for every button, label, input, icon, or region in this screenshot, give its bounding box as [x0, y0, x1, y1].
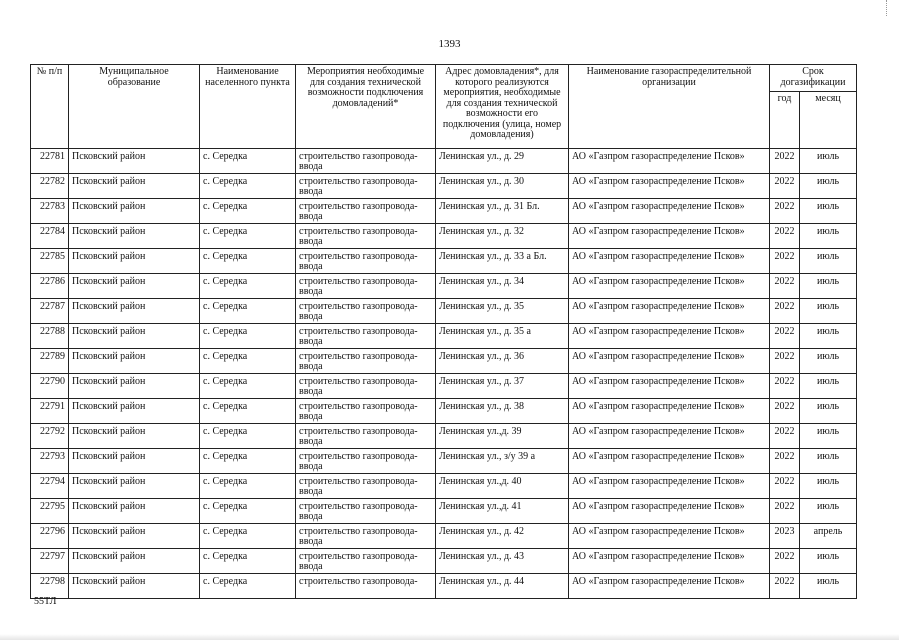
cell-activity: строительство газопровода-ввода: [296, 449, 436, 474]
table-row: [31, 199, 857, 224]
cell-month: июль: [800, 424, 857, 449]
cell-organization: АО «Газпром газораспределение Псков»: [569, 224, 770, 249]
cell-row-number: 22793: [31, 449, 69, 474]
cell-row-number: 22789: [31, 349, 69, 374]
cell-address: Ленинская ул.,д. 40: [436, 474, 569, 499]
cell-municipality: Псковский район: [69, 524, 200, 549]
cell-activity: строительство газопровода-ввода: [296, 324, 436, 349]
table-row: [31, 399, 857, 424]
cell-row-number: 22785: [31, 249, 69, 274]
cell-year: 2022: [770, 449, 800, 474]
cell-address: Ленинская ул., д. 42: [436, 524, 569, 549]
table-row: [31, 324, 857, 349]
table-row: [31, 424, 857, 449]
header-settlement: Наименование населенного пункта: [200, 65, 296, 149]
cell-activity: строительство газопровода-ввода: [296, 524, 436, 549]
cell-municipality: Псковский район: [69, 174, 200, 199]
cell-activity: строительство газопровода-ввода: [296, 224, 436, 249]
cell-month: июль: [800, 324, 857, 349]
cell-municipality: Псковский район: [69, 274, 200, 299]
header-municipality: Муниципальное образование: [69, 65, 200, 149]
cell-address: Ленинская ул.,д. 39: [436, 424, 569, 449]
cell-address: Ленинская ул., д. 44: [436, 574, 569, 599]
cell-address: Ленинская ул., д. 29: [436, 149, 569, 174]
cell-settlement: с. Середка: [200, 149, 296, 174]
cell-settlement: с. Середка: [200, 449, 296, 474]
cell-settlement: с. Середка: [200, 299, 296, 324]
cell-row-number: 22794: [31, 474, 69, 499]
cell-address: Ленинская ул., д. 35: [436, 299, 569, 324]
cell-organization: АО «Газпром газораспределение Псков»: [569, 499, 770, 524]
cell-address: Ленинская ул., д. 34: [436, 274, 569, 299]
cell-row-number: 22798: [31, 574, 69, 599]
cell-month: июль: [800, 549, 857, 574]
cell-settlement: с. Середка: [200, 249, 296, 274]
cell-organization: АО «Газпром газораспределение Псков»: [569, 324, 770, 349]
cell-month: июль: [800, 274, 857, 299]
cell-municipality: Псковский район: [69, 199, 200, 224]
cell-settlement: с. Середка: [200, 574, 296, 599]
cell-activity: строительство газопровода-ввода: [296, 549, 436, 574]
cell-organization: АО «Газпром газораспределение Псков»: [569, 199, 770, 224]
cell-organization: АО «Газпром газораспределение Псков»: [569, 524, 770, 549]
cell-organization: АО «Газпром газораспределение Псков»: [569, 299, 770, 324]
cell-settlement: с. Середка: [200, 174, 296, 199]
cell-year: 2022: [770, 474, 800, 499]
cell-organization: АО «Газпром газораспределение Псков»: [569, 174, 770, 199]
scan-corner-mark: [886, 0, 897, 16]
cell-row-number: 22788: [31, 324, 69, 349]
cell-month: июль: [800, 474, 857, 499]
cell-municipality: Псковский район: [69, 374, 200, 399]
cell-municipality: Псковский район: [69, 224, 200, 249]
cell-row-number: 22790: [31, 374, 69, 399]
cell-month: июль: [800, 574, 857, 599]
header-year: год: [770, 92, 800, 149]
cell-month: июль: [800, 399, 857, 424]
cell-settlement: с. Середка: [200, 374, 296, 399]
cell-activity: строительство газопровода-ввода: [296, 399, 436, 424]
cell-organization: АО «Газпром газораспределение Псков»: [569, 549, 770, 574]
cell-month: июль: [800, 224, 857, 249]
cell-year: 2022: [770, 374, 800, 399]
header-organization: Наименование газораспределительной организации: [569, 65, 770, 149]
cell-year: 2022: [770, 299, 800, 324]
cell-settlement: с. Середка: [200, 524, 296, 549]
cell-municipality: Псковский район: [69, 399, 200, 424]
cell-municipality: Псковский район: [69, 549, 200, 574]
cell-month: июль: [800, 174, 857, 199]
table-row: [31, 224, 857, 249]
cell-address: Ленинская ул., д. 36: [436, 349, 569, 374]
cell-row-number: 22791: [31, 399, 69, 424]
cell-organization: АО «Газпром газораспределение Псков»: [569, 424, 770, 449]
header-month: месяц: [800, 92, 857, 149]
cell-municipality: Псковский район: [69, 449, 200, 474]
table-header: [31, 65, 857, 149]
cell-settlement: с. Середка: [200, 499, 296, 524]
cell-settlement: с. Середка: [200, 399, 296, 424]
cell-year: 2022: [770, 399, 800, 424]
cell-year: 2022: [770, 349, 800, 374]
cell-year: 2022: [770, 499, 800, 524]
table-row: [31, 174, 857, 199]
cell-organization: АО «Газпром газораспределение Псков»: [569, 449, 770, 474]
cell-municipality: Псковский район: [69, 499, 200, 524]
cell-address: Ленинская ул.,д. 41: [436, 499, 569, 524]
cell-address: Ленинская ул., д. 38: [436, 399, 569, 424]
cell-month: июль: [800, 149, 857, 174]
cell-activity: строительство газопровода-ввода: [296, 474, 436, 499]
cell-address: Ленинская ул., д. 33 а Бл.: [436, 249, 569, 274]
cell-year: 2022: [770, 549, 800, 574]
cell-year: 2023: [770, 524, 800, 549]
table-row: [31, 374, 857, 399]
header-term: Срок догазификации: [770, 65, 857, 92]
cell-organization: АО «Газпром газораспределение Псков»: [569, 149, 770, 174]
cell-year: 2022: [770, 274, 800, 299]
cell-month: июль: [800, 449, 857, 474]
cell-row-number: 22782: [31, 174, 69, 199]
cell-settlement: с. Середка: [200, 549, 296, 574]
cell-organization: АО «Газпром газораспределение Псков»: [569, 249, 770, 274]
table-row: [31, 449, 857, 474]
gasification-table: [30, 64, 857, 599]
table-row: [31, 249, 857, 274]
cell-municipality: Псковский район: [69, 149, 200, 174]
cell-month: июль: [800, 374, 857, 399]
cell-organization: АО «Газпром газораспределение Псков»: [569, 274, 770, 299]
header-num: № п/п: [31, 65, 69, 149]
cell-settlement: с. Середка: [200, 224, 296, 249]
cell-organization: АО «Газпром газораспределение Псков»: [569, 374, 770, 399]
cell-activity: строительство газопровода-: [296, 574, 436, 599]
cell-row-number: 22784: [31, 224, 69, 249]
cell-year: 2022: [770, 249, 800, 274]
cell-activity: строительство газопровода-ввода: [296, 299, 436, 324]
cell-address: Ленинская ул., д. 31 Бл.: [436, 199, 569, 224]
cell-activity: строительство газопровода-ввода: [296, 424, 436, 449]
page-number: 1393: [438, 38, 461, 50]
cell-row-number: 22797: [31, 549, 69, 574]
cell-municipality: Псковский район: [69, 249, 200, 274]
table-row: [31, 474, 857, 499]
cell-organization: АО «Газпром газораспределение Псков»: [569, 574, 770, 599]
cell-month: апрель: [800, 524, 857, 549]
cell-address: Ленинская ул., д. 35 а: [436, 324, 569, 349]
cell-settlement: с. Середка: [200, 424, 296, 449]
cell-activity: строительство газопровода-ввода: [296, 274, 436, 299]
cell-municipality: Псковский район: [69, 424, 200, 449]
cell-activity: строительство газопровода-ввода: [296, 499, 436, 524]
cell-month: июль: [800, 349, 857, 374]
cell-organization: АО «Газпром газораспределение Псков»: [569, 349, 770, 374]
cell-municipality: Псковский район: [69, 474, 200, 499]
cell-settlement: с. Середка: [200, 474, 296, 499]
cell-address: Ленинская ул., д. 32: [436, 224, 569, 249]
cell-activity: строительство газопровода-ввода: [296, 349, 436, 374]
cell-row-number: 22787: [31, 299, 69, 324]
cell-address: Ленинская ул., д. 30: [436, 174, 569, 199]
cell-settlement: с. Середка: [200, 324, 296, 349]
cell-municipality: Псковский район: [69, 299, 200, 324]
table-row: [31, 574, 857, 599]
cell-month: июль: [800, 499, 857, 524]
cell-month: июль: [800, 299, 857, 324]
cell-year: 2022: [770, 149, 800, 174]
table-row: [31, 499, 857, 524]
table-row: [31, 299, 857, 324]
cell-activity: строительство газопровода-ввода: [296, 199, 436, 224]
cell-row-number: 22781: [31, 149, 69, 174]
cell-row-number: 22795: [31, 499, 69, 524]
table-row: [31, 349, 857, 374]
cell-activity: строительство газопровода-ввода: [296, 149, 436, 174]
cell-municipality: Псковский район: [69, 574, 200, 599]
table-row: [31, 274, 857, 299]
cell-activity: строительство газопровода-ввода: [296, 174, 436, 199]
cell-organization: АО «Газпром газораспределение Псков»: [569, 474, 770, 499]
header-address: Адрес домовладения*, для которого реализуются мероприятия, необходимые для создания технической возможности его подключения (улица, номер домовладения): [436, 65, 569, 149]
table-row: [31, 549, 857, 574]
cell-year: 2022: [770, 574, 800, 599]
cell-municipality: Псковский район: [69, 324, 200, 349]
cell-row-number: 22783: [31, 199, 69, 224]
cell-settlement: с. Середка: [200, 274, 296, 299]
cell-address: Ленинская ул., з/у 39 а: [436, 449, 569, 474]
cell-month: июль: [800, 249, 857, 274]
cell-year: 2022: [770, 174, 800, 199]
table-row: [31, 524, 857, 549]
table-body: [31, 149, 857, 599]
cell-address: Ленинская ул., д. 43: [436, 549, 569, 574]
cell-row-number: 22792: [31, 424, 69, 449]
cell-year: 2022: [770, 199, 800, 224]
cell-year: 2022: [770, 324, 800, 349]
cell-activity: строительство газопровода-ввода: [296, 249, 436, 274]
cell-address: Ленинская ул., д. 37: [436, 374, 569, 399]
cell-month: июль: [800, 199, 857, 224]
cell-year: 2022: [770, 224, 800, 249]
cell-row-number: 22796: [31, 524, 69, 549]
cell-activity: строительство газопровода-ввода: [296, 374, 436, 399]
cell-municipality: Псковский район: [69, 349, 200, 374]
table-row: [31, 149, 857, 174]
cell-organization: АО «Газпром газораспределение Псков»: [569, 399, 770, 424]
cell-row-number: 22786: [31, 274, 69, 299]
cell-settlement: с. Середка: [200, 199, 296, 224]
cell-year: 2022: [770, 424, 800, 449]
footer-code: 55ТЛ: [34, 596, 57, 607]
cell-settlement: с. Середка: [200, 349, 296, 374]
header-activity: Мероприятия необходимые для создания технической возможности подключения домовладений*: [296, 65, 436, 149]
scan-edge: [0, 634, 899, 640]
